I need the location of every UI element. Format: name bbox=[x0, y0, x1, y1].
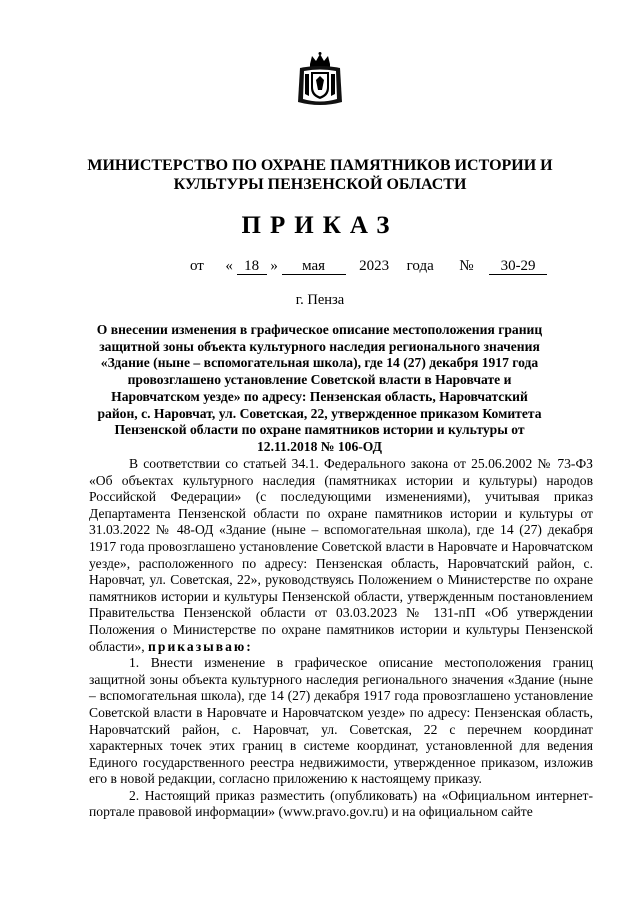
city: г. Пенза bbox=[295, 292, 345, 308]
date-day: 18 bbox=[237, 259, 267, 275]
item-2: 2. Настоящий приказ разместить (опубликовать) на «Официальном интернет-портале правовой информации» (www.pravo.gov.ru) и на официальном сайте bbox=[89, 787, 593, 820]
order-number: 30-29 bbox=[489, 259, 547, 275]
date-prefix: от bbox=[190, 258, 204, 274]
coat-of-arms-icon bbox=[296, 52, 344, 108]
date-month: мая bbox=[282, 259, 346, 275]
item-1: 1. Внести изменение в графическое описание местоположения границ защитной зоны объекта культурного наследия регионального значения «Здание (ныне – вспомогательная школа), где 14 (27) декабря 1917 года провозглашено установление Советской власти в Наровчате и Наровчатском уезде» по адресу: Пензенская область, Наровчатский район, с. Наровчат, ул. Советская, 22 с перечнем координат характерных точек этих границ в системе координат, установленной для ведения Единого государственного реестра недвижимости, утвержденное приказом, изложив его в новой редакции, согласно приложению к настоящему приказу. bbox=[89, 655, 593, 787]
order-date-line bbox=[190, 258, 547, 275]
order-title: ПРИКАЗ bbox=[241, 212, 399, 239]
date-year: 2023 bbox=[359, 258, 390, 274]
preamble-paragraph bbox=[89, 456, 593, 655]
order-body bbox=[89, 456, 593, 821]
number-sign: № bbox=[459, 258, 474, 274]
preamble-text: В соответствии со статьей 34.1. Федерального закона от 25.06.2002 № 73-ФЗ «Об объектах культурного наследия (памятниках истории и культуры) народов Российской Федерации» (с последующими изменениями), учитывая приказ Департамента Пензенской области по охране памятников истории и культуры от 31.03.2022 № 48-ОД «Здание (ныне – вспомогательная школа), где 14 (27) декабря 1917 года провозглашено установление Советской власти в Наровчате и Наровчатском уезде», расположенного по адресу: Пензенская область, Наровчатский район, с. Наровчат, ул. Советская, 22», руководствуясь Положением о Министерстве по охране памятников истории и культуры Пензенской области, утвержденным постановлением Правительства Пензенской области от 03.03.2023 № 131-пП «Об утверждении Положения о Министерстве по охране памятников истории и культуры Пензенской области», bbox=[89, 456, 593, 654]
orders-word: приказываю: bbox=[148, 638, 253, 654]
year-word: года bbox=[406, 258, 434, 274]
order-subject: О внесении изменения в графическое описание местоположения границ защитной зоны объекта культурного наследия регионального значения «Здание (ныне – вспомогательная школа), где 14 (27) декабря 1917 года провозглашено установление Советской власти в Наровчате и Наровчатском уезде» по адресу: Пензенская область, Наровчатский район, с. Наровчат, ул. Советская, 22, утвержденное приказом Комитета Пензенской области по охране памятников истории и культуры от 12.11.2018 № 106-ОД bbox=[96, 322, 543, 454]
ministry-name: МИНИСТЕРСТВО ПО ОХРАНЕ ПАМЯТНИКОВ ИСТОРИИ И КУЛЬТУРЫ ПЕНЗЕНСКОЙ ОБЛАСТИ bbox=[87, 157, 553, 193]
close-quote: » bbox=[270, 258, 278, 274]
open-quote: « bbox=[225, 258, 233, 274]
